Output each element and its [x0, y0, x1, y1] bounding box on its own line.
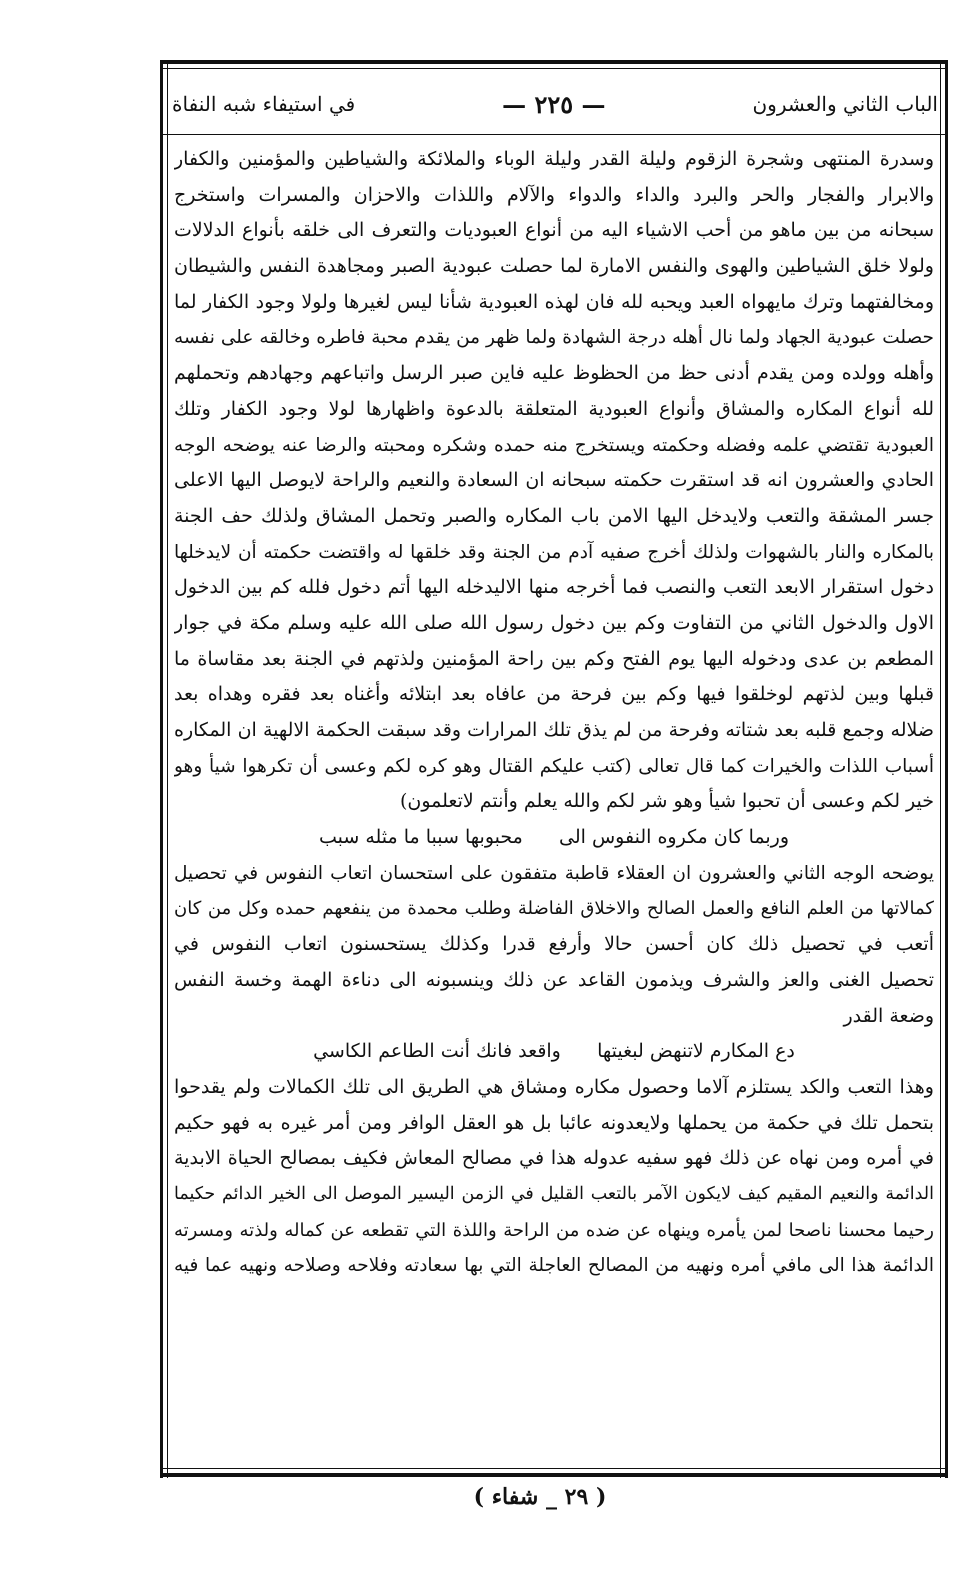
text-line: جسر المشقة والتعب ولايدخل اليها الامن باب المكاره والصبر وتحمل المشاق ولذلك حف الجنة — [174, 504, 934, 527]
text-line: أتعب في تحصيل ذلك كان أحسن حالا وأرفع قدرا وكذلك يستحسنون اتعاب النفوس في — [174, 933, 934, 956]
page-body — [174, 142, 934, 1284]
text-line: خير لكم وعسى أن تحبوا شيأ وهو شر لكم والله يعلم وأنتم لاتعلمون) — [399, 790, 934, 813]
text-line: وهذا التعب والكد يستلزم آلاما وحصول مكاره ومشاق هي الطريق الى تلك الكمالات ولم يقدحوا — [174, 1075, 934, 1098]
text-line: وسدرة المنتهى وشجرة الزقوم وليلة القدر وليلة الوباء والملائكة والشياطين والمؤمنين والكفار — [174, 148, 934, 170]
text-line: ضلاله وجمع قلبه بعد شتاته وفرحة من لم يذق تلك المرارات وقد سبقت الحكمة الالهية ان المكاره — [174, 719, 934, 741]
text-line: ولولا خلق الشياطين والهوى والنفس الامارة لما حصلت عبودية الصبر ومجاهدة النفس والشيطان — [174, 255, 934, 278]
top-rule-thin — [160, 68, 948, 69]
text-line: بالمكاره والنار بالشهوات ولذلك أخرج صفيه آدم من الجنة وقد خلقها له واقتضت حكمته أن لايدخلها — [174, 541, 934, 563]
running-header — [172, 82, 938, 126]
text-line: الحادي والعشرون انه قد استقرت حكمته سبحانه ان السعادة والنعيم والراحة لايوصل اليها الاعلى — [174, 469, 934, 492]
text-line: العبودية تقتضي علمه وفضله وحكمته ويستخرج منه حمده وشكره ومحبته والرضا عنه يوضحه الوجه — [174, 434, 934, 456]
signature-mark: ( ٢٩ _ شفاء ) — [473, 1484, 607, 1510]
text-line: ومخالفتهما وترك مايهواه العبد ويحبه لله فان لهذه العبودية شأنا ليس لغيرها ولولا وجود الكفار لما — [174, 290, 934, 313]
text-line: دخول استقرار الابعد التعب والنصب فما أخرجه منها الاليدخله اليها أتم دخول فلله كم بين الدخول — [174, 576, 934, 599]
text-line: يوضحه الوجه الثاني والعشرون ان العقلاء قاطبة متفقون على استحسان اتعاب النفوس في تحصيل — [174, 862, 934, 884]
text-line: المطعم بن عدى ودخوله اليها يوم الفتح وكم بين راحة المؤمنين ولذتهم في الجنة بعد مقاساة ما — [174, 647, 934, 670]
text-line: حصلت عبودية الجهاد ولما نال أهله درجة الشهادة ولما ظهر من يقدم محبة فاطره وخالقه على نفسه — [174, 327, 934, 349]
poetry-verse: دع المكارم لاتنهض لبغيتها واقعد فانك أنت الطاعم الكاسي — [313, 1040, 795, 1063]
text-line: وضعة القدر — [843, 1004, 934, 1027]
section-topic: في استيفاء شبه النفاة — [172, 92, 356, 116]
text-line: والابرار والفجار والحر والبرد والداء والدواء والآلام واللذات والاحزان والمسرات واستخرج — [174, 183, 934, 206]
text-line: وأهله وولده ومن يقدم أدنى حظ من الحظوظ عليه فاين صبر الرسل واتباعهم وجهادهم وتحملهم — [174, 362, 934, 385]
page-number: — ٢٢٥ — — [502, 89, 606, 119]
bottom-rule-thick — [160, 1473, 948, 1477]
text-line: الاول والدخول الثاني من التفاوت وكم بين دخول رسول الله صلى الله عليه وسلم مكة في جوار — [174, 611, 934, 634]
text-line: الدائمة هذا الى مافي أمره ونهيه من المصالح العاجلة التي بها سعادته وفلاحه وصلاحه ونهيه عما فيه — [174, 1255, 934, 1277]
text-line: بتحمل تلك في حكمة من يحملها ولايعدونه عائبا بل هو العقل الوافر ومن أمر غيره به فهو حكيم — [174, 1111, 934, 1134]
chapter-title: الباب الثاني والعشرون — [752, 92, 938, 116]
header-rule — [160, 134, 948, 135]
text-line: تحصيل الغنى والعز والشرف ويذمون القاعد عن ذلك وينسبونه الى دناءة الهمة وخسة النفس — [174, 968, 934, 991]
bottom-rule-thin — [160, 1468, 948, 1469]
poetry-verse: وربما كان مكروه النفوس الى محبوبها سببا ما مثله سبب — [318, 826, 790, 849]
text-line: في أمره ومن نهاه عن ذلك فهو سفيه عدوله هذا في مصالح المعاش فكيف بمصالح الحياة الابدية — [174, 1147, 934, 1170]
text-line: سبحانه من بين ماهو من أحب الاشياء اليه من أنواع العبوديات والتعرف الى خلقه بأنواع الدلالات — [174, 219, 934, 242]
text-line: أسباب اللذات والخيرات كما قال تعالى (كتب عليكم القتال وهو كره لكم وعسى أن تكرهوا شيأ وهو — [174, 755, 934, 777]
text-line: لله أنواع المكاره والمشاق وأنواع العبودية المتعلقة بالدعوة واظهارها لولا وجود الكفار وتلك — [174, 397, 934, 420]
text-line: كمالاتها من العلم النافع والعمل الصالح والاخلاق الفاضلة وطلب محمدة من ينفعهم حمده وكل من كان — [174, 898, 934, 920]
text-line: رحيما محسنا ناصحا لمن يأمره وينهاه عن ضده من الراحة واللذة التي تقطعه عن كماله ولذته ومسرته — [174, 1219, 934, 1241]
text-line: قبلها وبين لذتهم لوخلقوا فيها وكم بين فرحة من عافاه بعد ابتلائه وأغناه بعد فقره وهداه بعد — [174, 683, 934, 706]
top-rule-thick — [160, 60, 948, 64]
text-line: الدائمة والنعيم المقيم كيف لايكون الآمر بالتعب القليل في الزمن اليسير الموصل الى الخير الدائم حكيما — [174, 1183, 934, 1204]
